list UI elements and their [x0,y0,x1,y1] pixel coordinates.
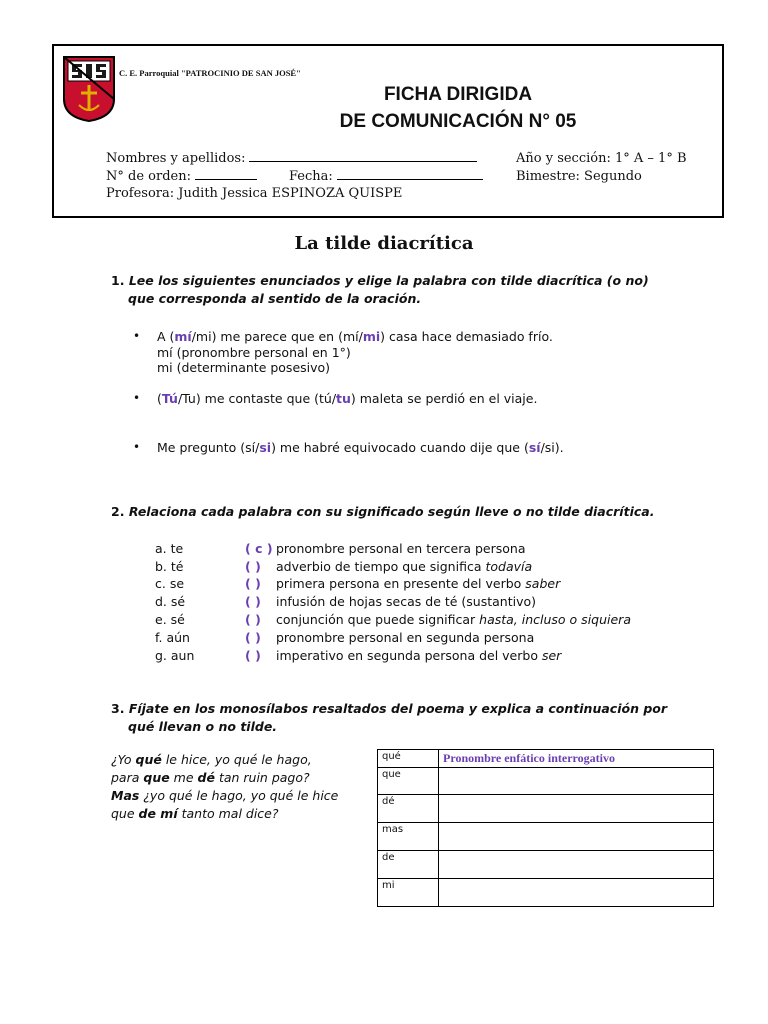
poem-l1-t1: ¿Yo [111,752,136,767]
q2-word-b: b. té [155,559,184,574]
bullet-1: • [133,329,141,343]
school-name: C. E. Parroquial "PATROCINIO DE SAN JOSÉ" [119,68,301,78]
order-label: N° de orden: [106,169,191,184]
order-blank[interactable] [195,178,257,180]
date-label: Fecha: [289,169,333,184]
poem-line-2 [111,770,310,785]
q2-meaning-c [276,576,560,591]
poem-l1-t2: le hice, yo qué le hago, [161,752,312,767]
table-row [378,851,714,879]
poem-l4-t2: tanto mal dice? [177,806,279,821]
worksheet-title-line2: DE COMUNICACIÓN N° 05 [339,111,577,132]
q2-word-c: c. se [155,576,185,591]
grade-label: Año y sección: 1° A – 1° B [516,151,687,166]
q2-answer-c[interactable]: ( ) [245,576,261,591]
q2-meaning-a [276,541,526,556]
q1-instruction-line1 [111,273,649,288]
q1-instruction-line2: que corresponda al sentido de la oración. [128,291,422,306]
q1-item-2 [157,391,537,406]
q2-answer-d[interactable]: ( ) [245,594,261,609]
q2-meaning-d [276,594,536,609]
table-row [378,879,714,907]
q1-item3-choice1: si [259,440,272,455]
table-answer[interactable]: Pronombre enfático interrogativo [439,750,714,768]
q2-word-f: f. aún [155,630,190,645]
table-word: mas [378,823,439,851]
q1-item1-part-a: A ( [157,329,175,344]
q2-meaning-g-em: ser [541,648,562,663]
poem-l4-b1: de mí [138,806,178,821]
q1-item1-part-c: /mi) me parece que en (mí/ [191,329,363,344]
table-word: dé [378,795,439,823]
table-row [378,823,714,851]
q2-meaning-f [276,630,534,645]
poem-line-1 [111,752,312,767]
table-row [378,750,714,768]
poem-l2-t3: tan ruin pago? [214,770,310,785]
q2-meaning-e-text: conjunción que puede significar [276,612,480,627]
table-answer[interactable] [439,851,714,879]
q2-answer-f[interactable]: ( ) [245,630,261,645]
table-answer[interactable] [439,768,714,795]
q1-item-3 [157,440,564,455]
q1-item2-choice2: tu [336,391,351,406]
teacher-label: Profesora: Judith Jessica ESPINOZA QUISPE [106,186,403,201]
q2-number: 2. [111,504,125,519]
q1-item2-part-c: /Tu) me contaste que (tú/ [177,391,337,406]
q2-meaning-a-text: pronombre personal en tercera persona [276,541,526,556]
q1-note-1: mí (pronombre personal en 1°) [157,345,351,360]
poem-line-3 [111,788,338,803]
q1-item2-part-a: ( [157,391,162,406]
q2-word-a: a. te [155,541,184,556]
table-answer[interactable] [439,823,714,851]
names-blank[interactable] [249,160,477,162]
q2-meaning-g-text: imperativo en segunda persona del verbo [276,648,542,663]
names-field [106,151,477,166]
table-word: qué [378,750,439,768]
q1-item3-part-c: ) me habré equivocado cuando dije que ( [271,440,529,455]
q3-instruction-line2: qué llevan o no tilde. [128,719,278,734]
q2-answer-b[interactable]: ( ) [245,559,261,574]
poem-l3-b1: Mas [111,788,140,803]
q2-meaning-f-text: pronombre personal en segunda persona [276,630,535,645]
poem-l2-b2: dé [197,770,215,785]
q2-answer-a[interactable]: ( c ) [245,541,273,556]
q2-word-d: d. sé [155,594,186,609]
date-blank[interactable] [337,178,483,180]
q1-note-2: mi (determinante posesivo) [157,360,331,375]
monosyllable-table [377,749,714,907]
q3-text-line1: Fíjate en los monosílabos resaltados del poema y explica a continuación por [128,701,668,716]
q1-item1-part-e: ) casa hace demasiado frío. [380,329,553,344]
poem-l3-t2: ¿yo qué le hago, yo qué le hice [139,788,339,803]
q2-meaning-d-text: infusión de hojas secas de té (sustantivo) [276,594,537,609]
q2-word-e: e. sé [155,612,185,627]
q2-instruction [111,504,654,519]
table-word: de [378,851,439,879]
q1-number: 1. [111,273,125,288]
bullet-3: • [133,440,141,454]
q2-answer-e[interactable]: ( ) [245,612,261,627]
main-title: La tilde diacrítica [294,233,474,254]
q1-item1-choice2: mi [362,329,381,344]
q2-word-g: g. aun [155,648,195,663]
poem-l2-b1: que [143,770,170,785]
q2-meaning-c-em: saber [525,576,561,591]
q1-item3-part-e: /si). [540,440,564,455]
order-field [106,169,257,184]
table-row [378,768,714,795]
q2-answer-g[interactable]: ( ) [245,648,261,663]
table-row [378,795,714,823]
q1-text-line1: Lee los siguientes enunciados y elige la palabra con tilde diacrítica (o no) [128,273,649,288]
worksheet-title-line1: FICHA DIRIGIDA [383,84,533,105]
term-label: Bimestre: Segundo [516,169,642,184]
q1-item2-part-e: ) maleta se perdió en el viaje. [350,391,538,406]
names-label: Nombres y apellidos: [106,151,246,166]
bullet-2: • [133,391,141,405]
table-word: mi [378,879,439,907]
q2-meaning-c-text: primera persona en presente del verbo [276,576,526,591]
q2-text: Relaciona cada palabra con su significado según lleve o no tilde diacrítica. [128,504,655,519]
q2-meaning-e [276,612,631,627]
table-answer[interactable] [439,879,714,907]
q3-number: 3. [111,701,125,716]
q1-item1-choice1: mí [174,329,192,344]
q2-meaning-g [276,648,561,663]
table-answer[interactable] [439,795,714,823]
poem-l4-t1: que [111,806,139,821]
poem-l2-t1: para [111,770,144,785]
table-word: que [378,768,439,795]
poem-l2-t2: me [169,770,198,785]
q2-meaning-e-em: hasta, incluso o siquiera [479,612,631,627]
q3-instruction-line1 [111,701,667,716]
q2-meaning-b [276,559,532,574]
q1-item3-part-a: Me pregunto (sí/ [157,440,260,455]
q2-meaning-b-em: todavía [485,559,533,574]
q1-item3-choice2: sí [528,440,541,455]
q1-item2-choice1: Tú [161,391,178,406]
poem-l1-b1: qué [135,752,162,767]
q1-item-1 [157,329,553,344]
poem-line-4 [111,806,279,821]
school-crest-logo [62,55,116,123]
date-field [289,169,483,184]
q2-meaning-b-text: adverbio de tiempo que significa [276,559,486,574]
